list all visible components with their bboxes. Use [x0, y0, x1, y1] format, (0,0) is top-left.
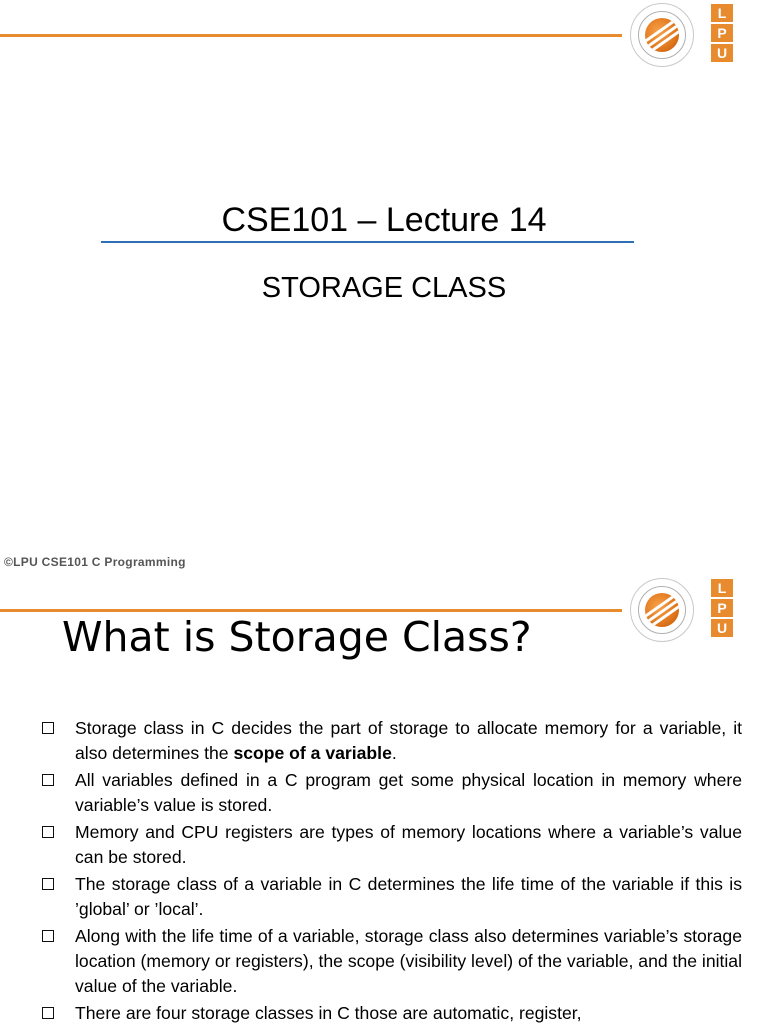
bullet-item: The storage class of a variable in C determines the life time of the variable if this is ’global’ or ’local’.	[42, 872, 742, 922]
lpu-logo-icon	[711, 579, 733, 639]
copyright-footer: ©LPU CSE101 C Programming	[4, 555, 186, 569]
header-rule	[0, 34, 622, 37]
bullet-item: Memory and CPU registers are types of memory locations where a variable’s value can be stored.	[42, 820, 742, 870]
lecture-subtitle: STORAGE CLASS	[261, 272, 507, 304]
bullet-item: Along with the life time of a variable, storage class also determines variable’s storage location (memory or registers), the scope (visibility level) of the variable, and the initial value of the variable.	[42, 924, 742, 999]
lecture-title: CSE101 – Lecture 14	[221, 201, 547, 239]
lpu-logo-letter: U	[711, 619, 733, 637]
bullet-item	[42, 716, 742, 766]
title-underline	[101, 241, 634, 243]
bullet-text: Storage class in C decides the part of storage to allocate memory for a variable, it also determines the	[75, 718, 742, 763]
university-seal-icon	[630, 3, 694, 67]
content-slide	[0, 576, 768, 1024]
lpu-logo-letter: P	[711, 24, 733, 42]
university-seal-icon	[630, 578, 694, 642]
lpu-logo-letter: P	[711, 599, 733, 617]
bullet-item: There are four storage classes in C those are automatic, register,	[42, 1001, 742, 1024]
bullet-item: All variables defined in a C program get some physical location in memory where variable’s value is stored.	[42, 768, 742, 818]
lpu-logo-icon	[711, 4, 733, 64]
lpu-logo-letter: L	[711, 579, 733, 597]
slide-heading: What is Storage Class?	[62, 613, 532, 661]
bullet-list	[42, 716, 742, 1024]
bullet-text: .	[391, 743, 397, 763]
bullet-bold-text: scope of a variable	[233, 743, 392, 763]
lpu-logo-letter: L	[711, 4, 733, 22]
lpu-logo-letter: U	[711, 44, 733, 62]
